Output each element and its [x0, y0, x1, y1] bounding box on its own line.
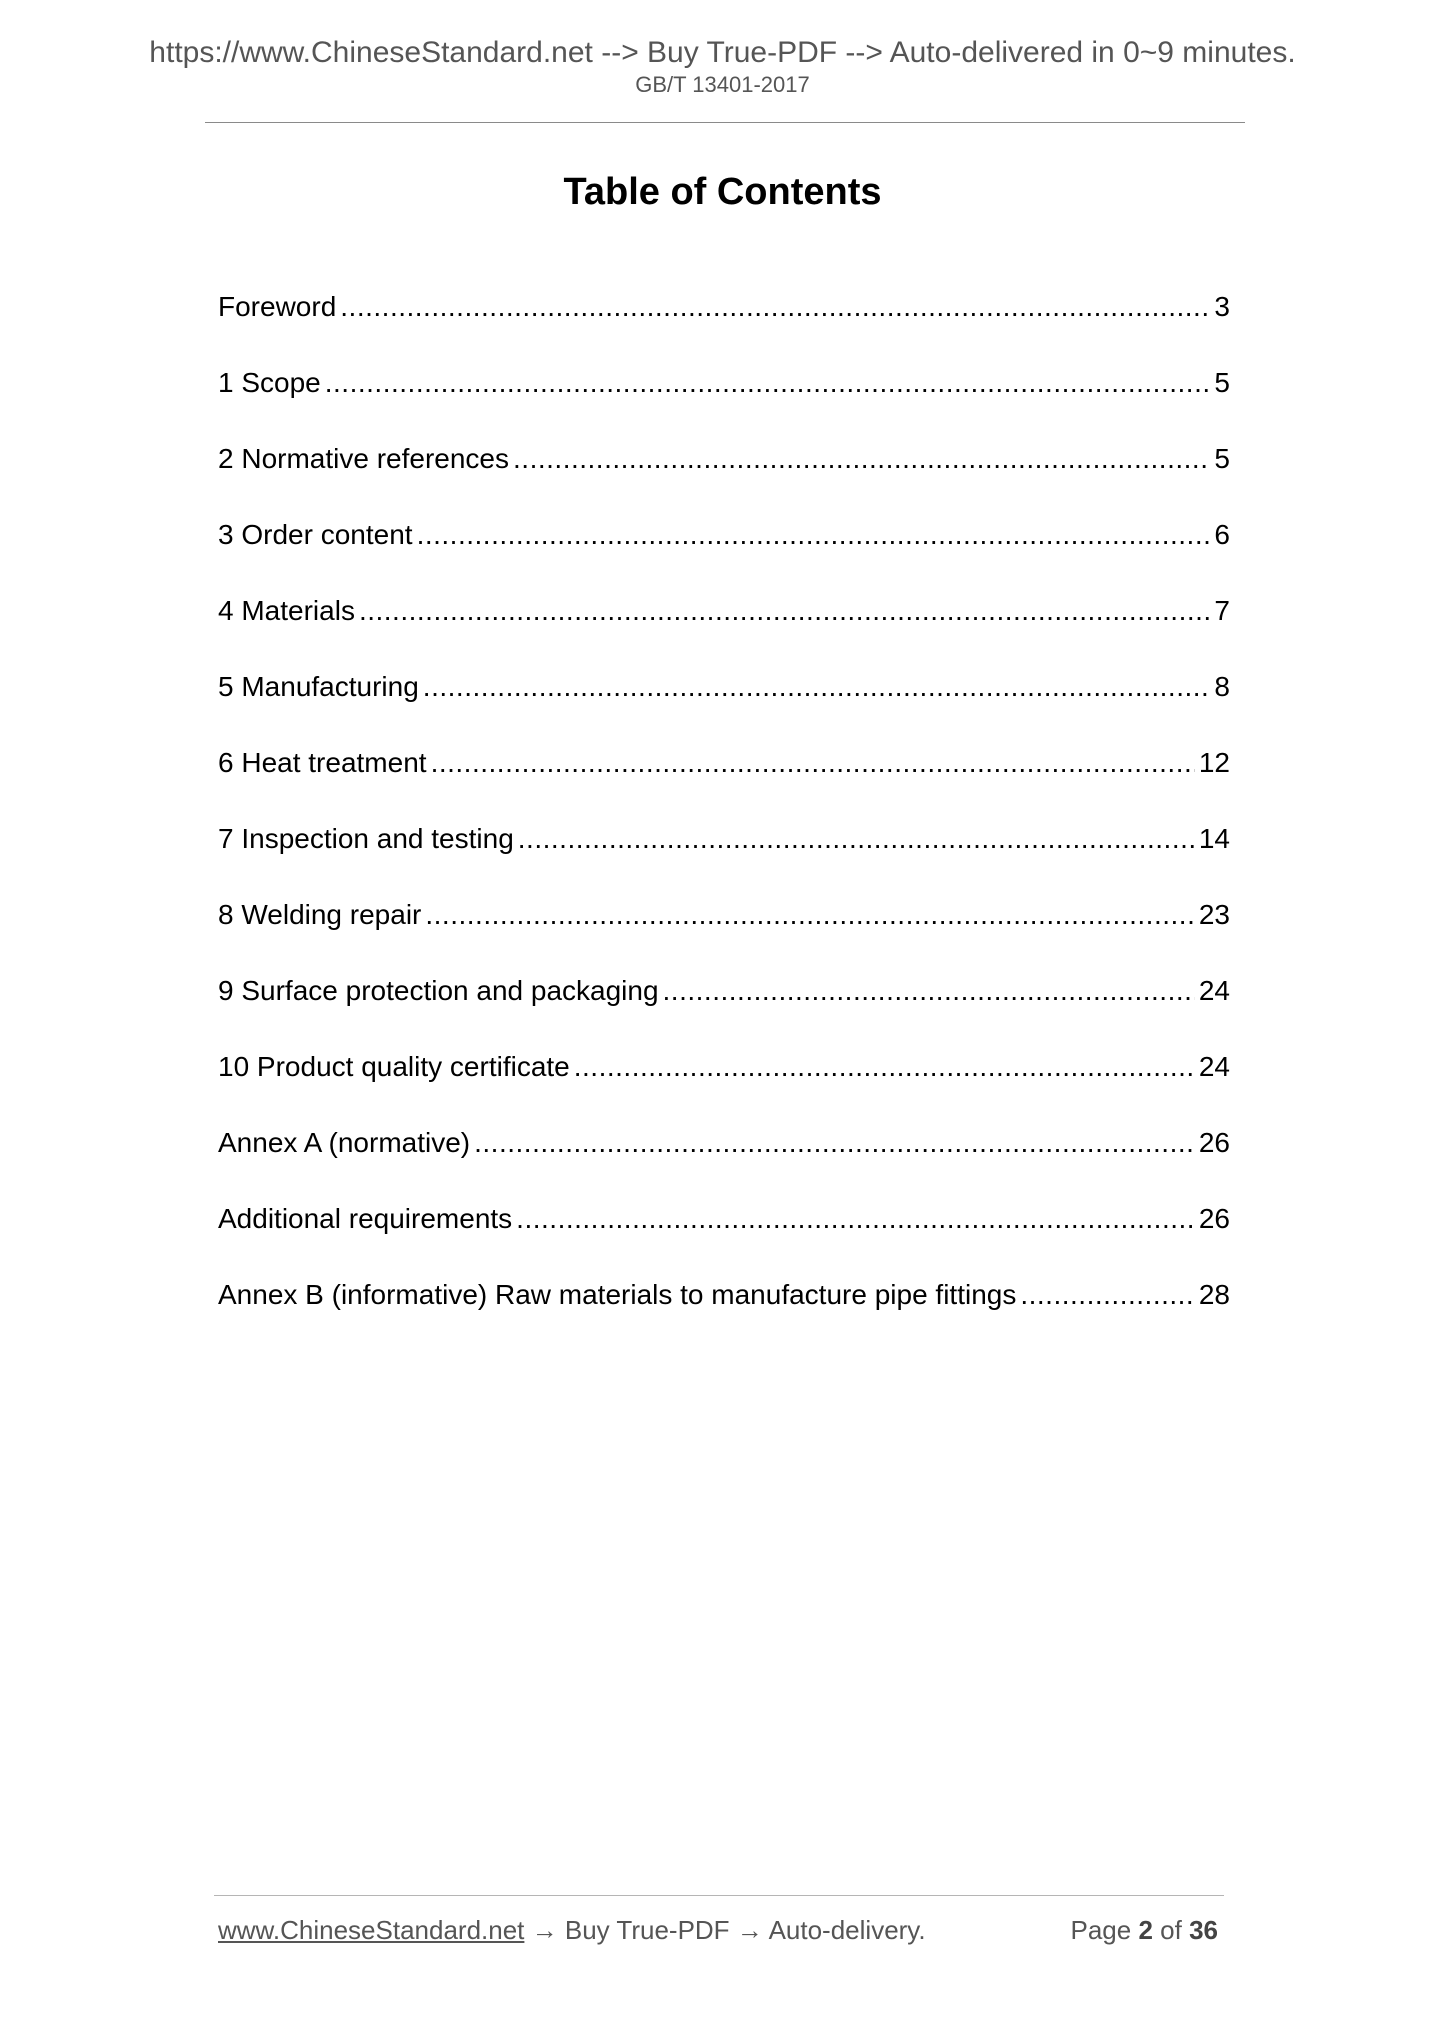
toc-entry-text: Additional requirements	[218, 1203, 513, 1234]
footer-divider	[214, 1895, 1224, 1896]
toc-dot-leader	[663, 969, 1195, 1013]
toc-dot-leader	[474, 1121, 1195, 1165]
toc-dot-leader	[417, 513, 1211, 557]
toc-entry-foreword[interactable]	[218, 285, 1230, 361]
toc-dot-leader	[340, 285, 1210, 329]
toc-entry-heat-treatment[interactable]	[218, 741, 1230, 817]
toc-entry-page: 6	[1214, 519, 1230, 550]
footer-left	[218, 1915, 926, 1946]
page-indicator	[1070, 1915, 1218, 1946]
toc-entry-page: 24	[1198, 1051, 1230, 1082]
toc-entry-normative-references[interactable]	[218, 437, 1230, 513]
toc-entry-materials[interactable]	[218, 589, 1230, 665]
toc-entry-text: 5 Manufacturing	[218, 671, 419, 702]
toc-list	[218, 285, 1230, 1349]
toc-entry-page: 26	[1198, 1127, 1230, 1158]
toc-entry-text: 10 Product quality certificate	[218, 1051, 570, 1082]
total-pages-number: 36	[1189, 1915, 1218, 1945]
toc-dot-leader	[574, 1045, 1195, 1089]
toc-entry-text: 6 Heat treatment	[218, 747, 427, 778]
toc-entry-page: 5	[1214, 443, 1230, 474]
toc-title: Table of Contents	[563, 171, 882, 213]
toc-entry-page: 12	[1198, 747, 1230, 778]
page-label: Page	[1070, 1915, 1132, 1945]
toc-entry-page: 23	[1198, 899, 1230, 930]
toc-dot-leader	[513, 437, 1210, 481]
toc-dot-leader	[423, 665, 1211, 709]
toc-entry-text: 1 Scope	[218, 367, 321, 398]
toc-entry-text: Foreword	[218, 291, 337, 322]
toc-entry-text: 4 Materials	[218, 595, 355, 626]
toc-entry-annex-b[interactable]	[218, 1273, 1230, 1349]
toc-dot-leader	[359, 589, 1210, 633]
toc-dot-leader	[431, 741, 1195, 785]
toc-entry-page: 7	[1214, 595, 1230, 626]
toc-entry-text: Annex A (normative)	[218, 1127, 471, 1158]
toc-entry-scope[interactable]	[218, 361, 1230, 437]
top-banner: https://www.ChineseStandard.net --> Buy True-PDF --> Auto-delivered in 0~9 minutes.	[149, 36, 1296, 69]
header-divider	[205, 122, 1245, 123]
toc-dot-leader	[1020, 1273, 1195, 1317]
footer-site-link[interactable]: www.ChineseStandard.net	[218, 1915, 525, 1945]
toc-entry-page: 26	[1198, 1203, 1230, 1234]
toc-entry-order-content[interactable]	[218, 513, 1230, 589]
toc-dot-leader	[518, 817, 1195, 861]
toc-entry-text: 9 Surface protection and packaging	[218, 975, 659, 1006]
toc-entry-text: 3 Order content	[218, 519, 413, 550]
footer-tagline: → Buy True-PDF → Auto-delivery.	[524, 1915, 926, 1945]
current-page-number: 2	[1138, 1915, 1153, 1945]
toc-entry-manufacturing[interactable]	[218, 665, 1230, 741]
toc-entry-text: 2 Normative references	[218, 443, 510, 474]
toc-entry-additional-requirements[interactable]	[218, 1197, 1230, 1273]
toc-entry-page: 24	[1198, 975, 1230, 1006]
toc-entry-product-quality-certificate[interactable]	[218, 1045, 1230, 1121]
of-label: of	[1160, 1915, 1182, 1945]
toc-entry-page: 8	[1214, 671, 1230, 702]
toc-entry-page: 3	[1214, 291, 1230, 322]
toc-entry-text: 7 Inspection and testing	[218, 823, 514, 854]
toc-entry-welding-repair[interactable]	[218, 893, 1230, 969]
toc-dot-leader	[516, 1197, 1195, 1241]
toc-entry-page: 14	[1198, 823, 1230, 854]
toc-entry-inspection-and-testing[interactable]	[218, 817, 1230, 893]
toc-dot-leader	[325, 361, 1211, 405]
toc-dot-leader	[425, 893, 1194, 937]
toc-entry-page: 28	[1198, 1279, 1230, 1310]
toc-entry-text: Annex B (informative) Raw materials to manufacture pipe fittings	[218, 1279, 1017, 1310]
toc-entry-page: 5	[1214, 367, 1230, 398]
toc-entry-text: 8 Welding repair	[218, 899, 422, 930]
toc-entry-annex-a[interactable]	[218, 1121, 1230, 1197]
toc-entry-surface-protection[interactable]	[218, 969, 1230, 1045]
standard-code: GB/T 13401-2017	[635, 72, 810, 97]
